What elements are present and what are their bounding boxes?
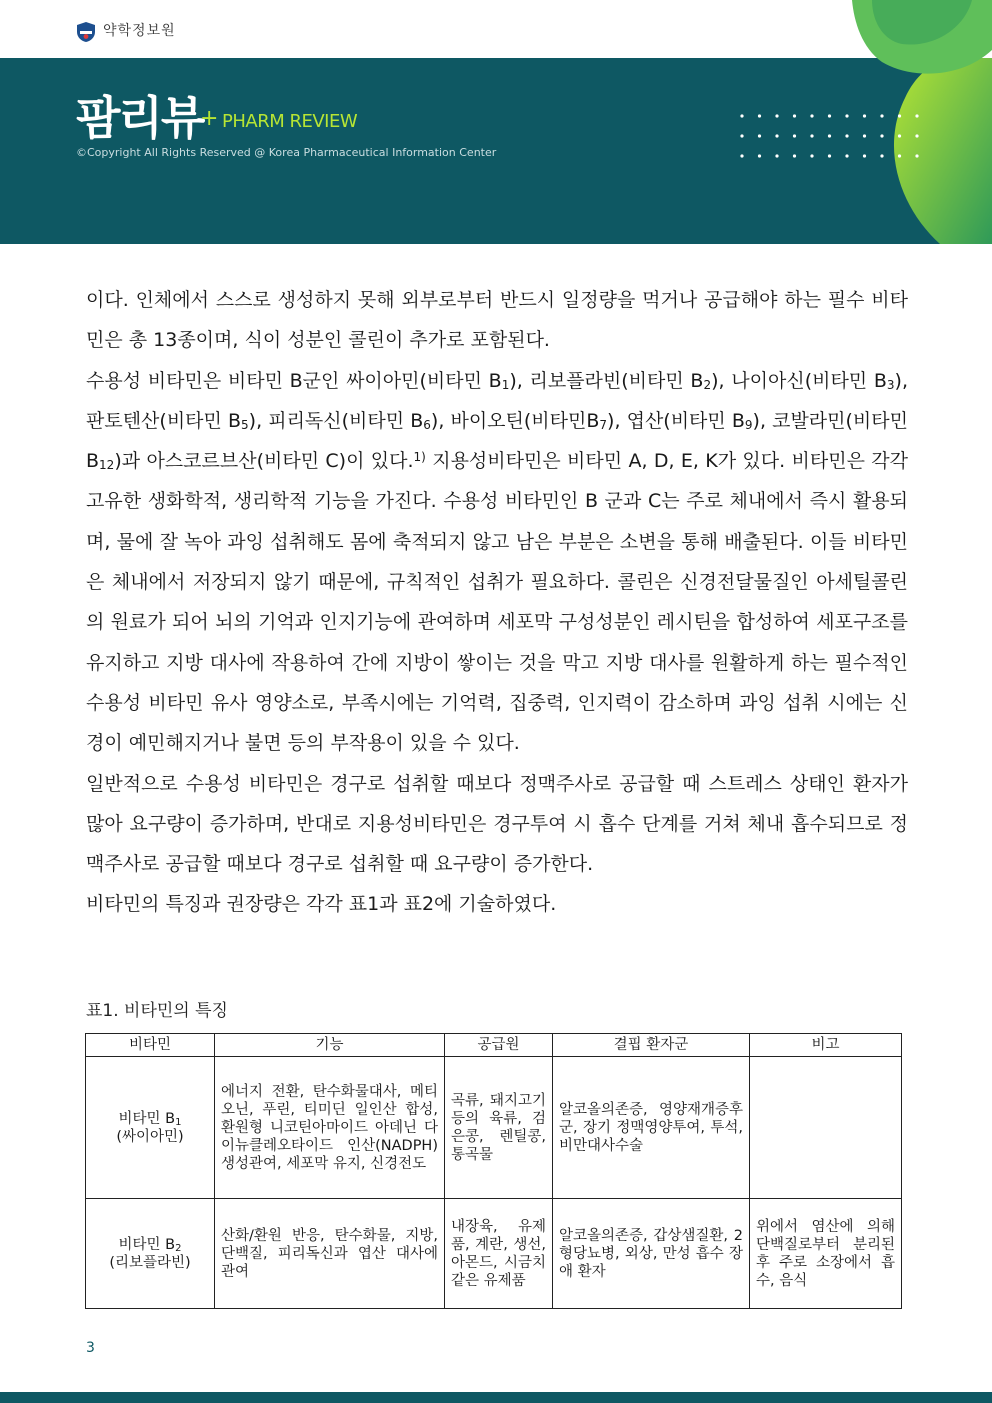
decor-dot	[898, 134, 901, 137]
dot-grid-decoration	[738, 110, 938, 160]
reference-mark: 1)	[413, 450, 426, 465]
cell-source: 곡류, 돼지고기 등의 육류, 검은콩, 렌틸콩, 통곡물	[445, 1057, 553, 1199]
page-number: 3	[86, 1340, 95, 1356]
decor-dot	[915, 134, 918, 137]
decor-dot	[775, 134, 778, 137]
subtitle-text: PHARM REVIEW	[222, 111, 358, 132]
cell-source: 내장육, 유제품, 계란, 생선, 아몬드, 시금치 같은 유제품	[445, 1199, 553, 1309]
decor-dot	[898, 154, 901, 157]
paragraph-1: 이다. 인체에서 스스로 생성하지 못해 외부로부터 반드시 일정량을 먹거나 공급해야 하는 필수 비타민은 총 13종이며, 식이 성분인 콜린이 추가로 포함된다.	[86, 289, 908, 352]
vitamin-table	[85, 1033, 902, 1309]
decor-dot	[758, 134, 761, 137]
table-header-row	[86, 1034, 902, 1057]
title-plus: +	[200, 106, 219, 131]
decor-dot	[775, 154, 778, 157]
decor-dot	[828, 154, 831, 157]
decor-dot	[845, 154, 848, 157]
decor-dot	[898, 114, 901, 117]
decor-dot	[740, 134, 743, 137]
cell-function: 산화/환원 반응, 탄수화물, 지방, 단백질, 피리독신과 엽산 대사에 관여	[215, 1199, 445, 1309]
decor-dot	[793, 114, 796, 117]
table-row	[86, 1199, 902, 1309]
decor-dot	[793, 134, 796, 137]
top-header	[0, 0, 992, 58]
table-row	[86, 1057, 902, 1199]
decor-dot	[863, 114, 866, 117]
cell-deficiency: 알코올의존증, 영양재개증후군, 장기 정맥영양투여, 투석, 비만대사수술	[553, 1057, 750, 1199]
header-function: 기능	[215, 1034, 445, 1057]
header-source: 공급원	[445, 1034, 553, 1057]
decor-dot	[758, 154, 761, 157]
cell-note: 위에서 염산에 의해 단백질로부터 분리된 후 주로 소장에서 흡수, 음식	[750, 1199, 902, 1309]
decor-dot	[880, 114, 883, 117]
cell-function: 에너지 전환, 탄수화물대사, 메티오닌, 푸린, 티미딘 일인산 합성, 환원형 니코틴아마이드 아데닌 다이뉴클레오타이드 인산(NADPH) 생성관여, 세포막 유지, 신경전도	[215, 1057, 445, 1199]
title-text: 팜리뷰	[76, 91, 204, 145]
decor-dot	[880, 154, 883, 157]
decor-dot	[845, 134, 848, 137]
cell-vitamin-name: 비타민 $B_2$ (리보플라빈)	[86, 1199, 215, 1309]
header-note: 비고	[750, 1034, 902, 1057]
decor-dot	[915, 114, 918, 117]
decor-dot	[793, 154, 796, 157]
table-caption: 표1. 비타민의 특징	[86, 1001, 228, 1021]
paragraph-2: 수용성 비타민은 비타민 B군인 싸이아민(비타민 $B_1$), 리보플라빈(비타민 $B_2$), 나이아신(비타민 $B_3$), 판토텐산(비타민 $B_5$), 피리독신(비타민 $B_6$), 바이오틴(비타민$B_7$), 엽산(비타민 $B_9$), 코발라민(비타민 $B_{12}$)과 아스코르브산(비타민 C)이 있다.$^{1)}$ 지용성비타민은 비타민 A, D, E, K가 있다. 비타민은 각각 고유한 생화학적, 생리학적 기능을 가진다. 수용성 비타민인 B 군과 C는 주로 체내에서 즉시 활용되며, 물에 잘 녹아 과잉 섭취해도 몸에 축적되지 않고 남은 부분은 소변을 통해 배출된다. 이들 비타민은 체내에서 저장되지 않기 때문에, 규칙적인 섭취가 필요하다. 콜린은 신경전달물질인 아세틸콜린의 원료가 되어 뇌의 기억과 인지기능에 관여하며 세포막 구성성분인 레시틴을 합성하여 세포구조를 유지하고 지방 대사에 작용하여 간에 지방이 쌓이는 것을 막고 지방 대사를 원활하게 하는 필수적인 수용성 비타민 유사 영양소로, 부족시에는 기억력, 집중력, 인지력이 감소하며 과잉 섭취 시에는 신경이 예민해지거나 불면 등의 부작용이 있을 수 있다.	[86, 369, 908, 755]
header-deficiency: 결핍 환자군	[553, 1034, 750, 1057]
top-right-leaf-decoration	[852, 0, 992, 80]
shield-logo-icon	[76, 21, 96, 43]
decor-dot	[810, 154, 813, 157]
org-name: 약학정보원	[103, 23, 176, 39]
decor-dot	[915, 154, 918, 157]
decor-dot	[740, 114, 743, 117]
decor-dot	[810, 114, 813, 117]
decor-dot	[740, 154, 743, 157]
decor-dot	[828, 134, 831, 137]
cell-note	[750, 1057, 902, 1199]
decor-dot	[845, 114, 848, 117]
header-vitamin: 비타민	[86, 1034, 215, 1057]
paragraph-3: 일반적으로 수용성 비타민은 경구로 섭취할 때보다 정맥주사로 공급할 때 스트레스 상태인 환자가 많아 요구량이 증가하며, 반대로 지용성비타민은 경구투여 시 흡수 단계를 거쳐 체내 흡수되므로 정맥주사로 공급할 때보다 경구로 섭취할 때 요구량이 증가한다.	[86, 772, 908, 876]
decor-dot	[863, 134, 866, 137]
cell-vitamin-name: 비타민 $B_1$ (싸이아민)	[86, 1057, 215, 1199]
decor-dot	[810, 134, 813, 137]
decor-dot	[880, 134, 883, 137]
decor-dot	[828, 114, 831, 117]
copyright-text: ©Copyright All Rights Reserved @ Korea Pharmaceutical Information Center	[76, 146, 497, 159]
decor-dot	[775, 114, 778, 117]
footer-bar	[0, 1392, 992, 1403]
decor-dot	[758, 114, 761, 117]
article-body	[86, 280, 908, 925]
decor-dot	[863, 154, 866, 157]
cell-deficiency: 알코올의존증, 갑상샘질환, 2 형당뇨병, 외상, 만성 흡수 장애 환자	[553, 1199, 750, 1309]
paragraph-4: 비타민의 특징과 권장량은 각각 표1과 표2에 기술하였다.	[86, 893, 557, 916]
